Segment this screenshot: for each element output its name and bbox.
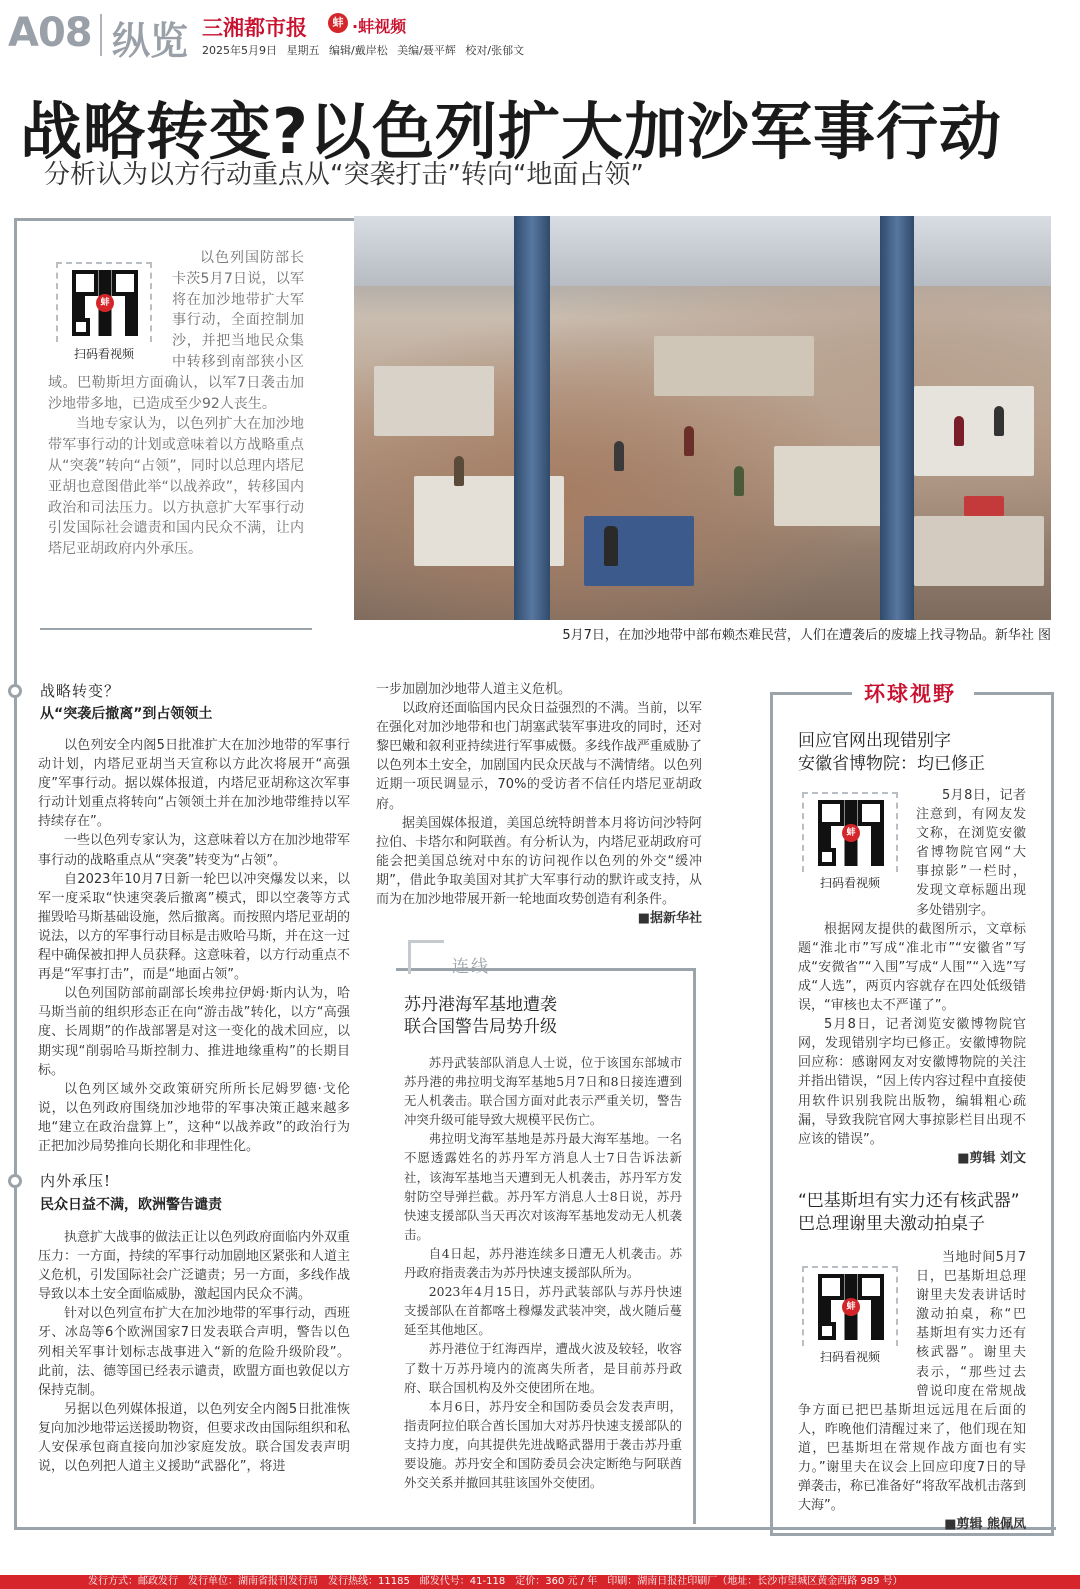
photo-figure [614,441,624,471]
qr-code[interactable] [802,792,898,893]
lead-divider [40,628,312,630]
story2-qr-slot [798,1248,916,1384]
paragraph: 5月8日，记者注意到，有网友发文称，在浏览安徽省博物院官网“大事掠影”一栏时，发现文章标题出现多处错别字。 [916,788,1026,918]
qr-code[interactable] [802,1266,898,1367]
video-badge-icon: 蚌 [328,13,348,33]
section2-body [38,1228,350,1476]
paragraph: 一些以色列专家认为，这意味着以方在加沙地带军事行动的战略重点从“突袭”转变为“占领”。 [38,833,351,868]
paragraph: 执意扩大战事的做法正让以色列政府面临内外双重压力：一方面，持续的军事行动加剧地区紧张和人道主义危机，引发国际社会广泛谴责；另一方面，多线作战导致以本土安全面临威胁，激起国内民众不满。 [38,1230,351,1303]
section-marker [8,1174,22,1188]
section-name: 纵览 [112,19,189,63]
lianxian-title-line: 联合国警告局势升级 [404,1017,557,1037]
story1-qr-slot [798,786,916,904]
paragraph: 自2023年10月7日新一轮巴以冲突爆发以来，以军一度采取“快速突袭后撤离”模式，即以空袭等方式摧毁哈马斯基础设施，然后撤离。而按照内塔尼亚胡的说法，以方的军事行动目标是击败哈马斯，并在这一过程中确保被扣押人员获释。这意味着，以方行动重点不再是“军事打击”，而是“地面占领”。 [38,871,351,983]
paragraph: 另据以色列媒体报道，以色列安全内阁5日批准恢复向加沙地带运送援助物资，但要求改由国际组织和私人安保承包商直接向加沙家庭发放。联合国发表声明说，以色列把人道主义援助“武器化”，将进 [38,1401,351,1475]
lianxian-tag: 连线 [452,957,490,977]
paragraph: 以政府还面临国内民众日益强烈的不满。当前，以军在强化对加沙地带和也门胡塞武装军事进攻的同时，还对黎巴嫩和叙利亚持续进行军事威慑。多线作战严重威胁了以色列本土安全，加剧国内民众厌战与不满情绪。以色列近期一项民调显示，70%的受访者不信任内塔尼亚胡政府。 [376,701,702,812]
paragraph: 根据网友提供的截图所示，文章标题“淮北市”写成“准北市”“安徽省”写成“安微省”“入围”写成“人围”“入选”写成“人选”，两页内容就存在四处低级错误，“审核也太不严谨了”。 [798,921,1026,1014]
news-photo [354,216,1051,620]
photo-rubble [374,366,494,436]
paragraph: 自4日起，苏丹港连续多日遭无人机袭击。苏丹政府指责袭击为苏丹快速支援部队所为。 [404,1245,682,1281]
lianxian-title-line: 苏丹港海军基地遭袭 [404,995,557,1015]
qr-frame [802,1266,898,1346]
qr-code-icon: 蚌 [818,800,884,866]
photo-rubble [774,446,894,526]
paragraph: 5月8日，记者浏览安徽博物院官网，发现错别字均已修正。安徽博物院回应称：感谢网友对安徽博物院的关注并指出错误，“因上传内容过程中直接使用软件识别我院出版物，编辑粗心疏漏，导致我院官网大事掠影栏目出现不应该的错误”。 [798,1017,1026,1147]
photo-figure [994,406,1004,436]
photo-figure [454,456,464,486]
qr-caption: 扫码看视频 [819,1350,880,1364]
qr-caption: 扫码看视频 [73,347,134,361]
middle-column [376,680,702,928]
world-story1-title [798,730,985,776]
title-line: 回应官网出现错别字 [798,731,951,751]
source-credit: ■剪辑 刘文 [957,1150,1026,1166]
section1-title: 从“突袭后撤离”到占领领土 [40,706,213,722]
lead-text [48,248,304,560]
lianxian-body [404,1053,682,1492]
section2-kicker: 内外承压! [40,1172,112,1190]
masthead [0,0,1080,62]
world-tag: 环球视野 [864,682,956,706]
title-line: “巴基斯坦有实力还有核武器” [798,1191,1020,1211]
video-brand: ·蚌视频 [352,17,407,36]
paragraph: 本月6日，苏丹安全和国防委员会发表声明，指责阿拉伯联合酋长国加大对苏丹快速支援部队的支持力度，向其提供先进战略武器用于袭击苏丹重要设施。苏丹安全和国防委员会决定断绝与阿联酋外交关系并撤回其驻该国外交使团。 [404,1398,682,1491]
qr-code[interactable] [56,262,152,365]
qr-frame [56,262,152,342]
photo-rubble [584,516,694,586]
paragraph: 以色列安全内阁5日批准扩大在加沙地带的军事行动计划，内塔尼亚胡当天宣称以方此次将展开“高强度”军事行动。据以媒体报道，内塔尼亚胡称这次军事行动计划重点将转向“占领领土并在加沙地带维持以军持续存在”。 [38,738,350,830]
photo-figure [954,416,964,446]
issue-meta: 2025年5月9日 星期五 编辑/戴岸松 美编/聂平辉 校对/张郁文 [202,44,525,57]
qr-frame [802,792,898,872]
paragraph: 弗拉明戈海军基地是苏丹最大海军基地。一名不愿透露姓名的苏丹军方消息人士7日告诉法新社，该海军基地当天遭到无人机袭击，苏丹军方发射防空导弹拦截。苏丹军方消息人士8日说，苏丹快速支援部队当天再次对该海军基地发动无人机袭击。 [404,1131,682,1242]
left-rail [14,636,17,1530]
section1-body [38,736,350,1156]
footer-text: 发行方式：邮政发行 发行单位：湖南省报刊发行局 发行热线：11185 邮发代号：41-118 定价：360 元 / 年 印刷：湖南日报社印刷厂（地址：长沙市望城区黄金西路 989 号） [88,1576,903,1587]
photo-rubble [914,386,1034,476]
world-story2-title [798,1190,1020,1236]
paragraph: 针对以色列宣布扩大在加沙地带的军事行动，西班牙、冰岛等6个欧洲国家7日发表联合声明，警告以色列相关军事计划标志战事进入“新的危险升级阶段”。此前，法、德等国已经表示谴责，欧盟方面也敦促以方保持克制。 [38,1306,351,1398]
section2-title: 民众日益不满，欧洲警告谴责 [40,1197,222,1213]
paragraph: 一步加剧加沙地带人道主义危机。 [376,682,572,697]
photo-rubble [914,516,1044,586]
world-story1-body [798,786,1026,1168]
qr-code-icon: 蚌 [72,270,138,336]
newspaper-name: 三湘都市报 [202,15,307,40]
qr-caption: 扫码看视频 [819,876,880,890]
section-marker [8,684,22,698]
headline: 战略转变?以色列扩大加沙军事行动 [20,95,1002,168]
title-line: 安徽省博物院：均已修正 [798,754,985,774]
photo-figure [604,526,618,566]
photo-rubble [964,496,1004,516]
subheadline: 分析认为以方行动重点从“突袭打击”转向“地面占领” [44,160,644,190]
paragraph: 以色列区域外交政策研究所所长尼姆罗德·戈伦说，以色列政府围绕加沙地带的军事决策正越来越多地“建立在政治盘算上”，这种“以战养政”的政治行为正把加沙局势推向长期化和非理性化。 [38,1081,350,1154]
photo-caption: 5月7日，在加沙地带中部布赖杰难民营，人们在遭袭后的废墟上找寻物品。新华社 图 [562,628,1051,643]
page-number: A08 [8,10,92,56]
title-line: 巴总理谢里夫激动拍桌子 [798,1214,985,1234]
source-credit: ■剪辑 熊佩凤 [944,1517,1026,1533]
section1-kicker: 战略转变？ [40,682,121,700]
photo-figure [684,426,694,456]
photo-figure [734,466,744,496]
lead-paragraph: 以色列国防部长卡茨5月7日说，以军将在加沙地带扩大军事行动，全面控制加沙，并把当地民众集中转移到南部狭小区域。巴勒斯坦方面确认，以军7日袭击加沙地带多地，已造成至少92人丧生。 [48,250,304,412]
world-story2-body [798,1248,1026,1534]
photo-foreground-bar [880,216,914,620]
paragraph: 苏丹港位于红海西岸，遭战火波及较轻，收容了数十万苏丹境内的流离失所者，是目前苏丹政府、联合国机构及外交使团所在地。 [404,1341,682,1395]
footer-bar [0,1575,1080,1589]
photo-foreground-bar [514,216,550,620]
paragraph: 据美国媒体报道，美国总统特朗普本月将访问沙特阿拉伯、卡塔尔和阿联酋。有分析认为，内塔尼亚胡政府可能会把美国总统对中东的访问视作以色列的外交“缓冲期”，借此争取美国对其扩大军事行动的默许或支持，从而为在加沙地带展开新一轮地面攻势创造有利条件。 [376,815,702,908]
paragraph: 当地时间5月7日，巴基斯坦总理谢里夫发表讲话时激动拍桌，称“巴基斯坦有实力还有核武器”。谢里夫表示，“那些过去曾说印度在常规战争方面已把巴基斯坦远远甩在后面的人，昨晚他们清醒过来了，他们现在知道，巴基斯坦在常规作战方面也有实力。”谢里夫在议会上回应印度7日的导弹袭击，称已准备好“将敌军战机击落到大海”。 [798,1250,1026,1514]
lianxian-title [404,994,557,1038]
lianxian-bracket [408,940,444,974]
photo-rubble [654,336,814,396]
header-divider [100,14,102,56]
photo-background [354,216,1051,286]
lead-paragraph: 当地专家认为，以色列扩大在加沙地带军事行动的计划或意味着以方战略重点从“突袭”转向“占领”，同时以总理内塔尼亚胡也意图借此举“以战养政”，转移国内政治和司法压力。以方执意扩大军事行动引发国际社会谴责和国内民众不满，让内塔尼亚胡政府内外承压。 [48,416,304,558]
source-credit: ■据新华社 [637,911,702,927]
paragraph: 2023年4月15日，苏丹武装部队与苏丹快速支援部队在首都喀土穆爆发武装冲突，战火随后蔓延至其他地区。 [404,1284,682,1338]
qr-code-icon: 蚌 [818,1274,884,1340]
paragraph: 苏丹武装部队消息人士说，位于该国东部城市苏丹港的弗拉明戈海军基地5月7日和8日接连遭到无人机袭击。联合国方面对此表示严重关切，警告冲突升级可能导致大规模平民伤亡。 [404,1055,682,1128]
lead-qr-slot [48,248,172,370]
paragraph: 以色列国防部前副部长埃弗拉伊姆·斯内认为，哈马斯当前的组织形态正在向“游击战”转化，以方“高强度、长周期”的作战部署是对这一变化的战术回应，以期实现“削弱哈马斯控制力、推进地缘重构”的长期目标。 [38,986,350,1078]
